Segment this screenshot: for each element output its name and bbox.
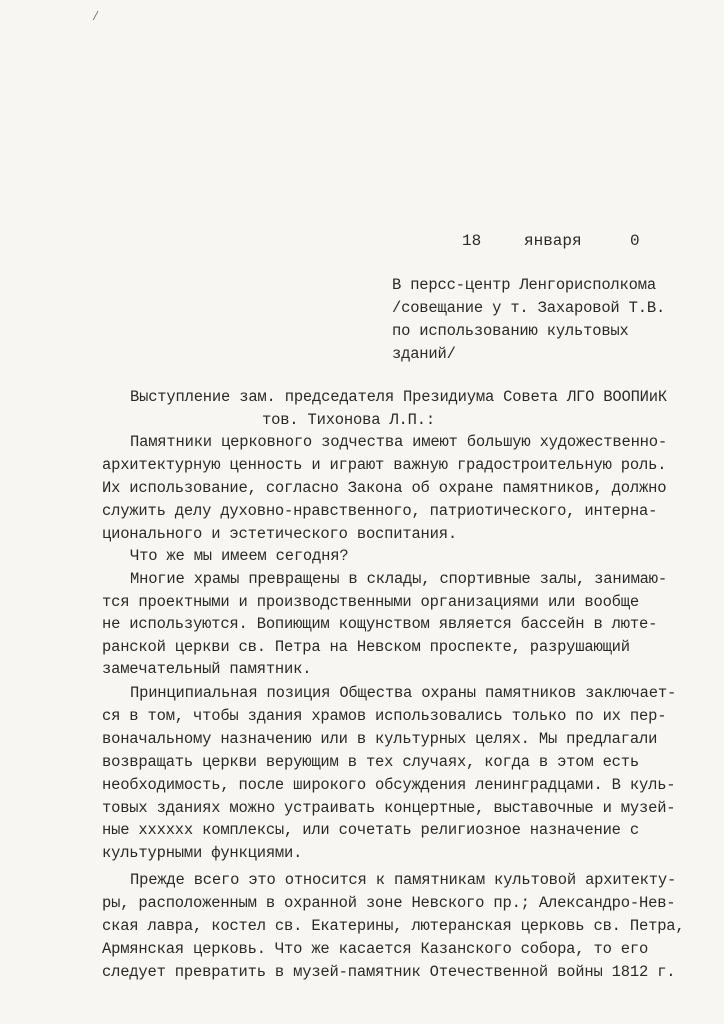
body-line: воначальному назначению или в культурных целях. Мы предлагали	[102, 730, 658, 748]
body-line: культурными функциями.	[102, 844, 303, 862]
body-line: тся проектными и производственными организациями или вообще	[102, 593, 639, 611]
body-line: Их использование, согласно Закона об охране памятников, должно	[102, 479, 667, 497]
body-line: возвращать церкви верующим в тех случаях, когда в этом есть	[102, 753, 639, 771]
body-line: ры, расположенным в охранной зоне Невского пр.; Александро-Нев-	[102, 894, 676, 912]
address-line: зданий/	[392, 345, 456, 363]
body-line: Многие храмы превращены в склады, спортивные залы, занимаю-	[130, 570, 667, 588]
body-line: не используются. Вопиющим кощунством является бассейн в люте-	[102, 615, 658, 633]
body-line: ся в том, чтобы здания храмов использовались только по их пер-	[102, 707, 667, 725]
body-line: ранской церкви св. Петра на Невском проспекте, разрушающий	[102, 638, 630, 656]
body-line: Памятники церковного зодчества имеют большую художественно-	[130, 433, 667, 451]
body-line: ные хххххх комплексы, или сочетать религиозное назначение с	[102, 821, 639, 839]
address-line: /совещание у т. Захаровой Т.В.	[392, 299, 666, 317]
heading-line: Выступление зам. председателя Президиума Совета ЛГО ВООПИиК	[130, 388, 667, 406]
body-line: товых зданиях можно устраивать концертные, выставочные и музей-	[102, 799, 676, 817]
date-day: 18	[462, 232, 482, 250]
body-line: служить делу духовно-нравственного, патриотического, интерна-	[102, 502, 658, 520]
body-line: Что же мы имеем сегодня?	[130, 547, 349, 565]
body-line: Прежде всего это относится к памятникам культовой архитекту-	[130, 871, 677, 889]
address-line: В персс-центр Ленгорисполкома	[392, 276, 656, 294]
margin-mark: /	[92, 10, 100, 24]
body-line: ционального и эстетического воспитания.	[102, 525, 457, 543]
body-line: следует превратить в музей-памятник Отечественной войны 1812 г.	[102, 963, 676, 981]
date-month: января	[524, 232, 582, 250]
heading-line: тов. Тихонова Л.П.:	[262, 411, 435, 429]
body-line: Принципиальная позиция Общества охраны памятников заключает-	[130, 684, 677, 702]
body-line: архитектурную ценность и играют важную градостроительную роль.	[102, 456, 667, 474]
body-line: Армянская церковь. Что же касается Казанского собора, то его	[102, 940, 649, 958]
date-year: 0	[630, 232, 640, 250]
body-line: ская лавра, костел св. Екатерины, лютеранская церковь св. Петра,	[102, 917, 685, 935]
body-line: необходимость, после широкого обсуждения ленинградцами. В куль-	[102, 776, 676, 794]
body-line: замечательный памятник.	[102, 660, 312, 678]
address-line: по использованию культовых	[392, 322, 629, 340]
